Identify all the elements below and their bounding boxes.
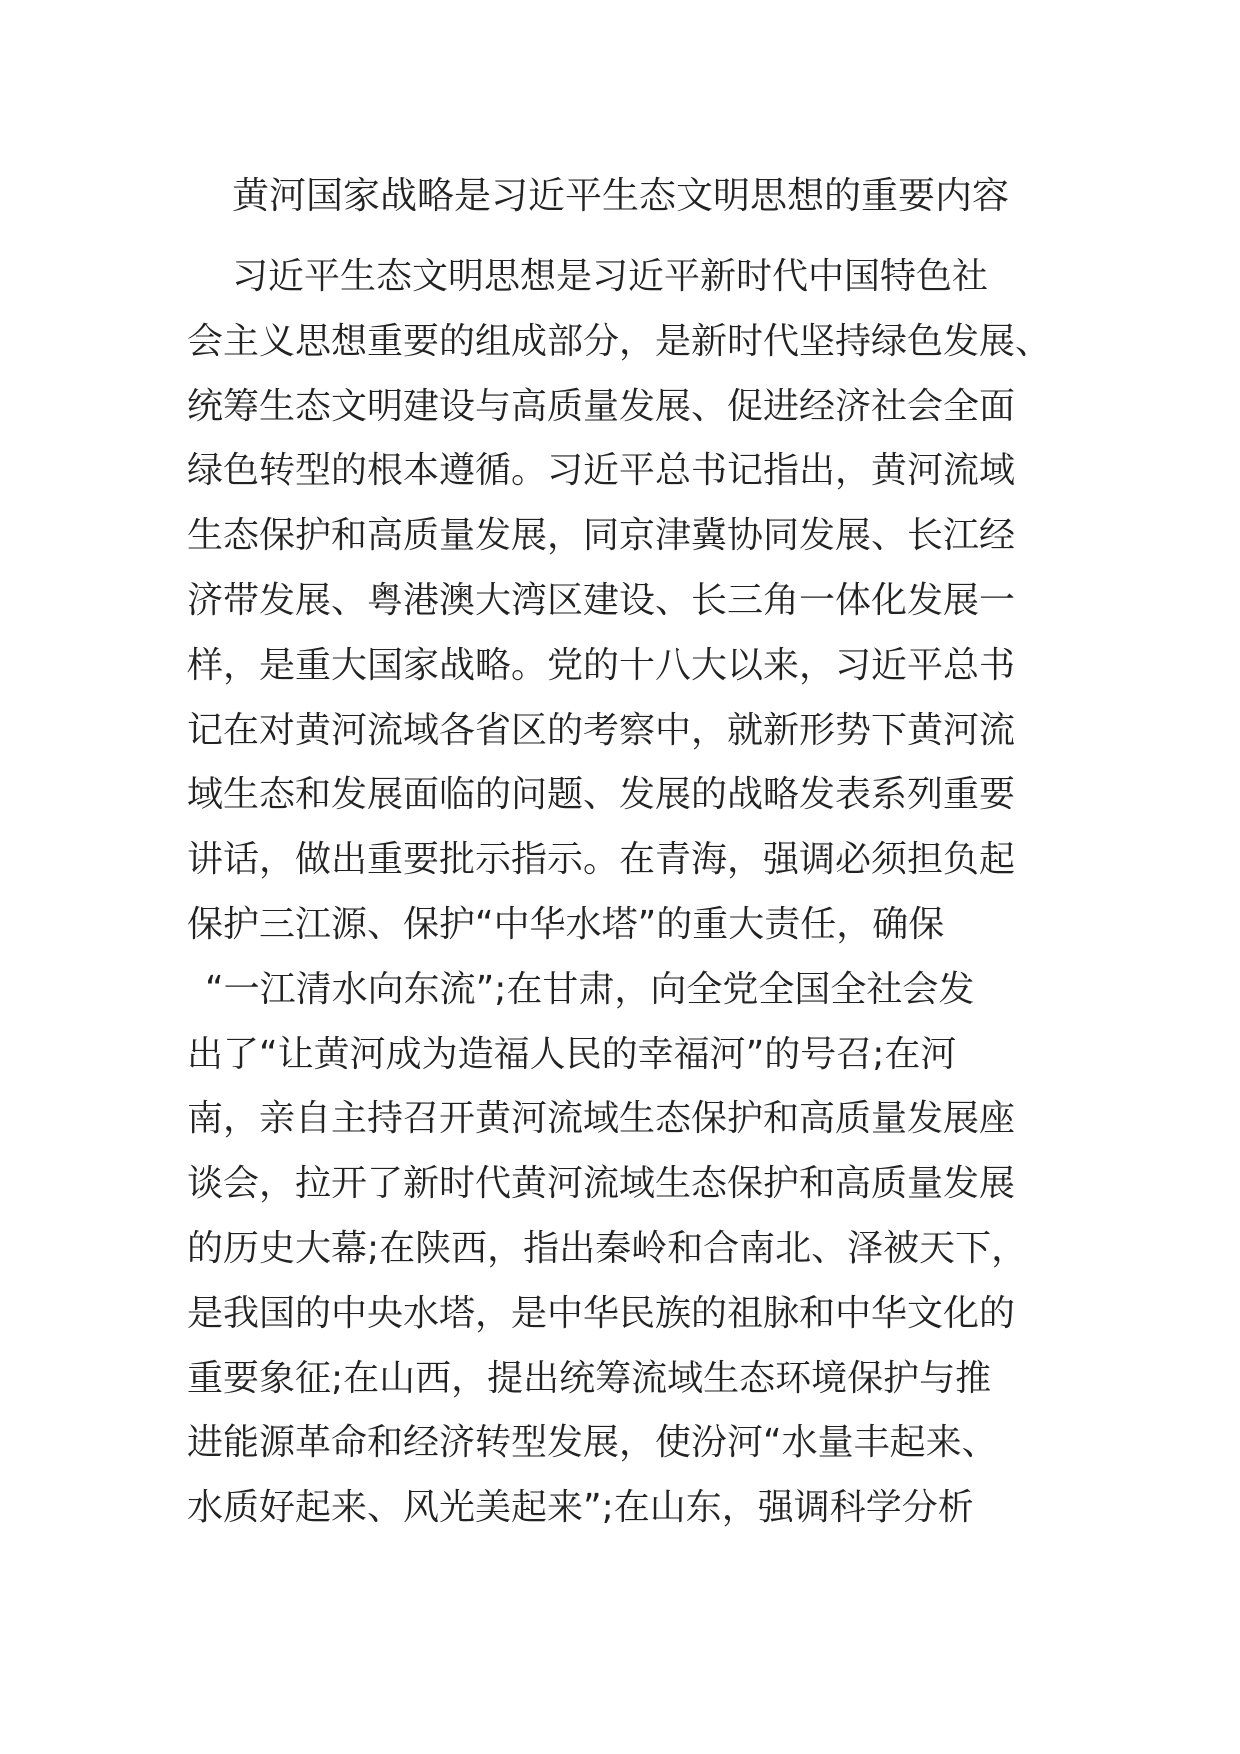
- document-title: 黄河国家战略是习近平生态文明思想的重要内容: [232, 174, 1009, 217]
- body-line: 域生态和发展面临的问题、发展的战略发表系列重要: [187, 774, 1016, 816]
- body-line: 进能源革命和经济转型发展，使汾河“水量丰起来、: [187, 1422, 998, 1464]
- body-line: 保护三江源、保护“中华水塔”的重大责任，确保: [187, 903, 945, 945]
- body-line: 习近平生态文明思想是习近平新时代中国特色社: [232, 256, 989, 297]
- body-line: 是我国的中央水塔，是中华民族的祖脉和中华文化的: [187, 1292, 1016, 1334]
- body-line: 谈会，拉开了新时代黄河流域生态保护和高质量发展: [187, 1163, 1016, 1205]
- body-line: 济带发展、粤港澳大湾区建设、长三角一体化发展一: [187, 579, 1016, 621]
- body-line: 南，亲自主持召开黄河流域生态保护和高质量发展座: [187, 1098, 1016, 1140]
- body-line: 重要象征;在山西，提出统筹流域生态环境保护与推: [187, 1357, 992, 1399]
- body-line: 样，是重大国家战略。党的十八大以来，习近平总书: [187, 644, 1016, 686]
- body-line: 会主义思想重要的组成部分，是新时代坚持绿色发展、: [187, 320, 1052, 362]
- document-body: [187, 245, 1067, 1541]
- body-line: “一江清水向东流”;在甘肃，向全党全国全社会发: [205, 968, 975, 1010]
- body-line: 讲话，做出重要批示指示。在青海，强调必须担负起: [187, 839, 1016, 881]
- body-line: 绿色转型的根本遵循。习近平总书记指出，黄河流域: [187, 450, 1016, 492]
- body-line: 生态保护和高质量发展，同京津冀协同发展、长江经: [187, 515, 1016, 557]
- body-line: 的历史大幕;在陕西，指出秦岭和合南北、泽被天下，: [187, 1227, 1028, 1269]
- body-line: 水质好起来、风光美起来”;在山东，强调科学分析: [187, 1487, 974, 1529]
- body-line: 出了“让黄河成为造福人民的幸福河”的号召;在河: [187, 1033, 957, 1075]
- body-line: 统筹生态文明建设与高质量发展、促进经济社会全面: [187, 385, 1016, 427]
- body-line: 记在对黄河流域各省区的考察中，就新形势下黄河流: [187, 709, 1016, 751]
